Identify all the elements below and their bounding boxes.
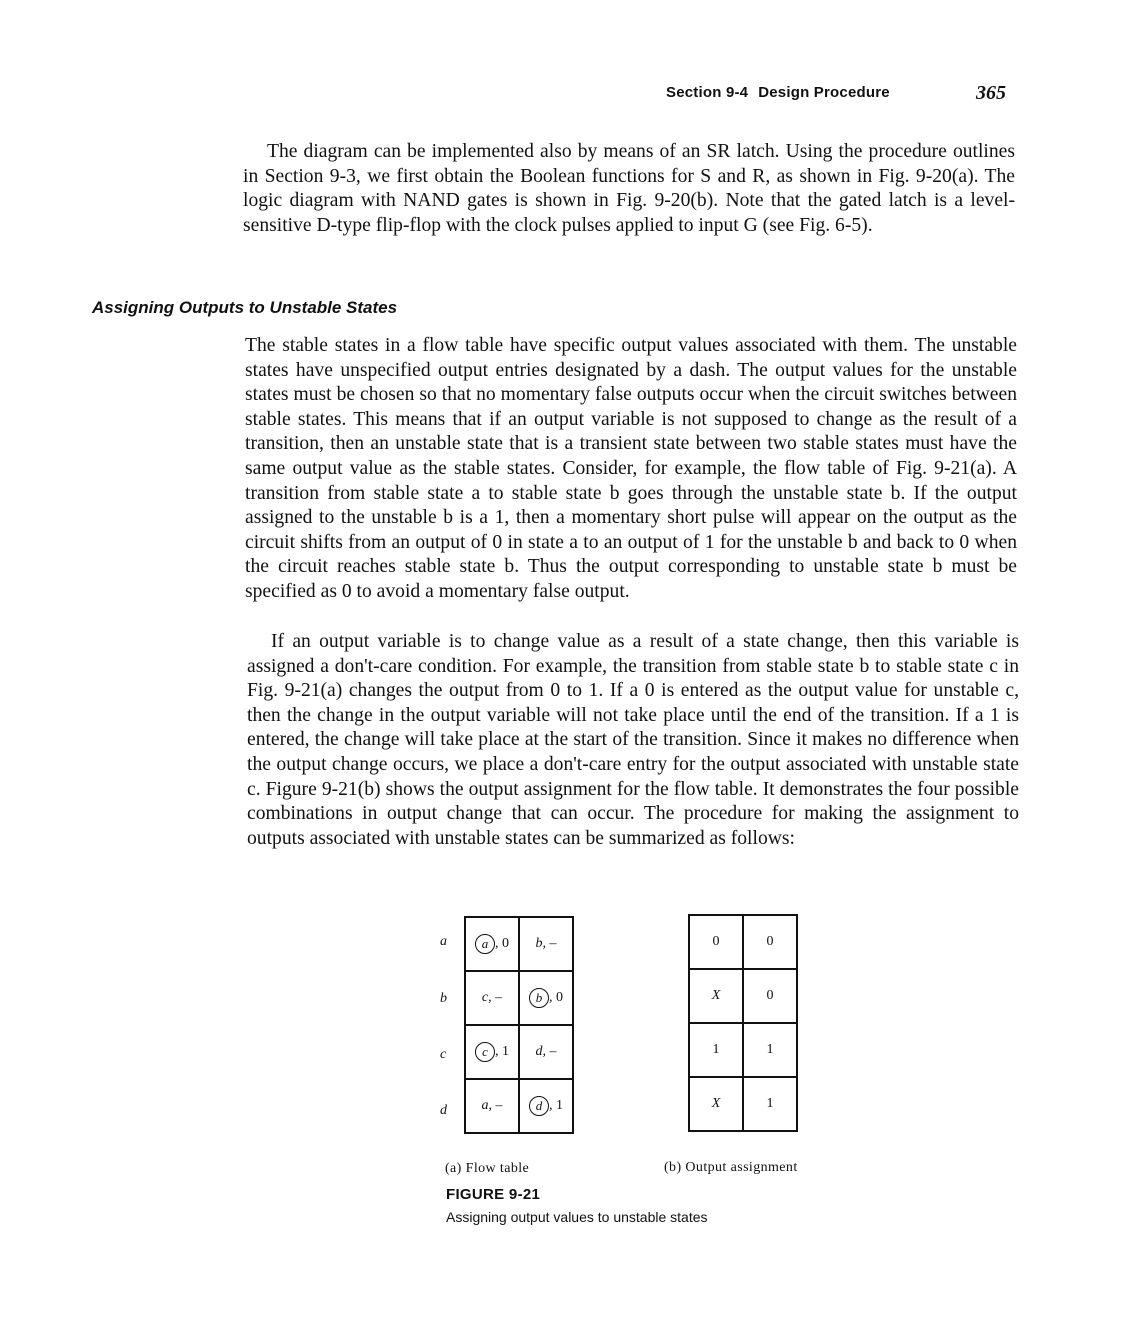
- row-label-c: c: [440, 1047, 447, 1062]
- flow-table-output: –: [549, 936, 557, 951]
- output-table-row: [689, 1023, 797, 1077]
- output-table-cell: X: [689, 969, 743, 1023]
- output-table-row: [689, 969, 797, 1023]
- flow-table-output: –: [495, 1098, 503, 1113]
- paragraph-dont-care: If an output variable is to change value as a result of a state change, then this variable is assigned a don't-care condition. For example, the transition from stable state b to stable state c in Fig. 9-21(a) changes the output from 0 to 1. If a 0 is entered as the output value for unstable c, then the change in the output variable will not take place until the end of the transition. If a 1 is entered, the change will take place at the start of the transition. Since it makes no difference when the output change occurs, we place a don't-care entry for the output associated with unstable state c. Figure 9-21(b) shows the output assignment for the flow table. It demonstrates the four possible combinations in output change that can occur. The procedure for making the assignment to outputs associated with unstable states can be summarized as follows:: [247, 631, 1019, 849]
- unstable-state: c: [481, 990, 489, 1005]
- row-label-a: a: [440, 934, 447, 949]
- flow-table-cell: c, –: [465, 971, 519, 1025]
- row-label-b: b: [440, 991, 447, 1006]
- output-table-cell: X: [689, 1077, 743, 1131]
- flow-table-cell: a , 0: [465, 917, 519, 971]
- flow-table-cell: b , 0: [519, 971, 573, 1025]
- flow-table-cell: d, –: [519, 1025, 573, 1079]
- output-table-cell: 1: [743, 1023, 797, 1077]
- row-label-d: d: [440, 1103, 447, 1118]
- figure-label: FIGURE 9-21: [446, 1186, 541, 1203]
- flow-table-output: 0: [556, 990, 563, 1006]
- running-head-title: Design Procedure: [758, 84, 890, 101]
- output-table-cell: 0: [743, 915, 797, 969]
- paragraph-stable-states: The stable states in a flow table have specific output values associated with them. The unstable states have unspecified output entries designated by a dash. The output values for the unstable states must be chosen so that no momentary false outputs occur when the circuit switches between stable states. This means that if an output variable is not supposed to change as the result of a transition, then an unstable state that is a transient state between two stable states must have the same output value as the stable states. Consider, for example, the flow table of Fig. 9-21(a). A transition from stable state a to stable state b goes through the unstable state b. If the output assigned to the unstable b is a 1, then a momentary short pulse will appear on the output as the circuit shifts from an output of 0 in state a to an output of 1 for the unstable b and back to 0 when the circuit reaches stable state b. Thus the output corresponding to unstable state b must be specified as 0 to avoid a momentary false output.: [245, 335, 1017, 602]
- stable-state-circle: a: [475, 934, 495, 954]
- paragraph-sr-latch: The diagram can be implemented also by means of an SR latch. Using the procedure outlines in Section 9-3, we first obtain the Boolean functions for S and R, as shown in Fig. 9-20(a). The logic diagram with NAND gates is shown in Fig. 9-20(b). Note that the gated latch is a level-sensitive D-type flip-flop with the clock pulses applied to input G (see Fig. 6-5).: [243, 141, 1015, 236]
- stable-state-circle: b: [529, 988, 549, 1008]
- subcaption-flow-table: (a) Flow table: [445, 1161, 530, 1176]
- section-heading: Assigning Outputs to Unstable States: [92, 298, 398, 317]
- stable-state-circle: d: [529, 1096, 549, 1116]
- running-head: [666, 84, 890, 101]
- flow-table: [464, 916, 574, 1134]
- flow-table-output: 1: [502, 1044, 509, 1060]
- flow-table-row: [465, 917, 573, 971]
- output-table-cell: 0: [689, 915, 743, 969]
- unstable-state: a: [481, 1098, 489, 1113]
- figure-caption: Assigning output values to unstable states: [446, 1209, 708, 1225]
- stable-state-circle: c: [475, 1042, 495, 1062]
- output-table-cell: 0: [743, 969, 797, 1023]
- flow-table-cell: a, –: [465, 1079, 519, 1133]
- flow-table-output: –: [549, 1044, 557, 1059]
- output-table-cell: 1: [743, 1077, 797, 1131]
- output-table-row: [689, 1077, 797, 1131]
- subcaption-output-assignment: (b) Output assignment: [664, 1160, 798, 1175]
- flow-table-cell: b, –: [519, 917, 573, 971]
- flow-table-cell: c , 1: [465, 1025, 519, 1079]
- output-assignment-table: [688, 914, 798, 1132]
- running-head-section: Section 9-4: [666, 84, 749, 101]
- flow-table-row: [465, 1025, 573, 1079]
- page-number: 365: [976, 82, 1006, 104]
- unstable-state: b: [535, 936, 543, 951]
- flow-table-output: 1: [556, 1098, 563, 1114]
- output-table-cell: 1: [689, 1023, 743, 1077]
- flow-table-output: 0: [502, 936, 509, 952]
- flow-table-output: –: [495, 990, 503, 1005]
- flow-table-row: [465, 1079, 573, 1133]
- unstable-state: d: [535, 1044, 543, 1059]
- output-table-row: [689, 915, 797, 969]
- flow-table-row: [465, 971, 573, 1025]
- flow-table-cell: d , 1: [519, 1079, 573, 1133]
